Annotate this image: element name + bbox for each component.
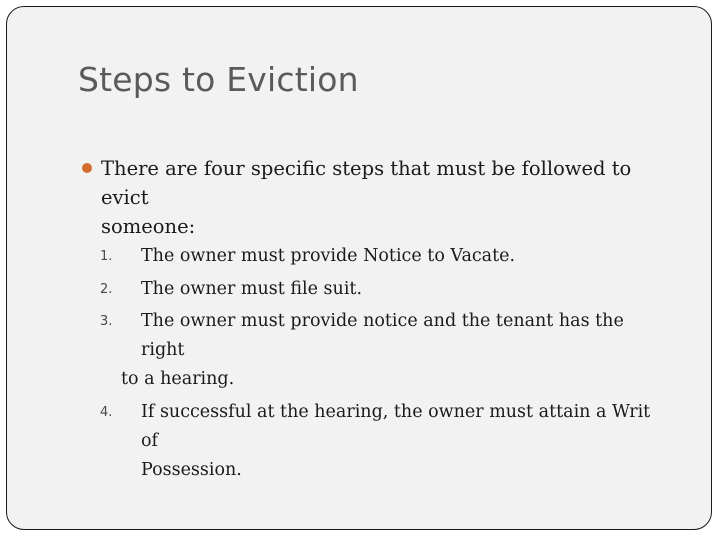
main-bullet [80,154,665,241]
main-bullet-text-line2: someone: [101,215,196,238]
slide-body [80,154,665,488]
step-number: 4. [100,404,113,420]
step-number: 2. [100,281,113,297]
bullet-dot-icon [82,163,92,173]
step-item-3 [100,307,665,394]
step-number: 1. [100,249,113,264]
step-text-line1: If successful at the hearing, the owner must attain a Writ of [141,401,651,451]
step-text-line1: The owner must provide notice and the tenant has the right [141,311,624,360]
slide-title: Steps to Eviction [78,60,359,99]
step-number: 3. [100,314,113,329]
step-text-line2: Possession. [141,459,242,480]
step-item-1 [100,242,665,271]
step-item-4 [100,398,665,485]
step-text: The owner must provide Notice to Vacate. [141,246,516,266]
step-text-line2: to a hearing. [121,369,235,389]
step-text: The owner must file suit. [141,278,363,299]
main-bullet-text-line1: There are four specific steps that must be followed to evict [101,157,632,209]
step-item-2 [100,275,665,304]
steps-list [80,242,665,485]
